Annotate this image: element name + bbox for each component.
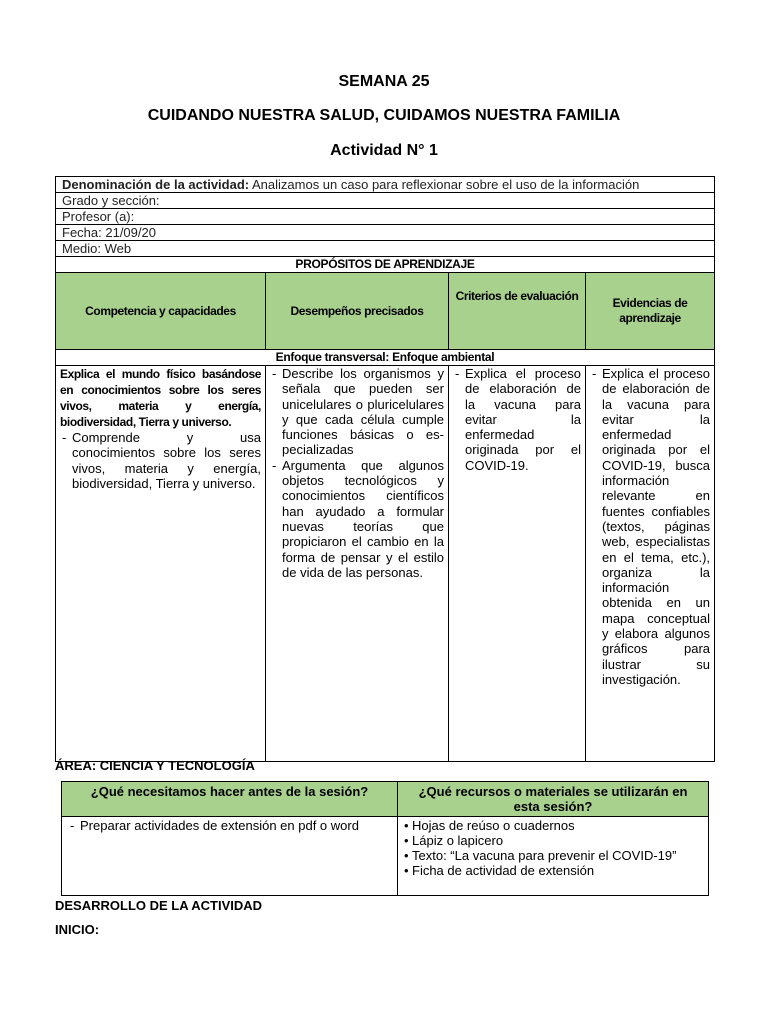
- medium-label: Medio: Web: [56, 241, 715, 257]
- denomination-label: Denominación de la actividad:: [62, 177, 250, 192]
- column-header-performances: Desempeños precisados: [266, 273, 449, 350]
- before-session-list: [68, 818, 391, 833]
- list-item: • Ficha de actividad de extensión: [404, 863, 702, 878]
- medium-row: [56, 241, 715, 257]
- purposes-heading-row: [56, 257, 715, 273]
- list-item: • Hojas de reúso o cuadernos: [404, 818, 702, 833]
- teacher-row: [56, 209, 715, 225]
- capacities-list: [60, 430, 261, 491]
- start-heading: INICIO:: [55, 922, 100, 937]
- materials-cell: [398, 817, 709, 896]
- list-item: - Argumenta que algunos objetos tecnológicos y conocimientos científicos han ayudado a formular nuevas teorías que propiciaron el cambio en la forma de pensar y el estilo de vida de las personas.: [270, 458, 444, 580]
- transversal-approach: Enfoque transversal: Enfoque ambiental: [56, 350, 715, 366]
- column-header-evidences: Evidencias de aprendizaje: [586, 273, 715, 350]
- grade-label: Grado y sección:: [56, 193, 715, 209]
- list-item: - Explica el proceso de elaboración de la vacuna para evitar la enfermedad originada por el COVID-19, busca información relevante en fuentes confiables (textos, páginas web, especialistas en el tema, etc.), organiza la información obtenida en un mapa conceptual y elabora algunos gráficos para ilustrar su investigación.: [590, 366, 710, 687]
- criteria-list: [453, 366, 581, 473]
- denomination-row: [56, 177, 715, 193]
- development-heading: DESARROLLO DE LA ACTIVIDAD: [55, 898, 263, 913]
- session-table: [61, 781, 709, 896]
- session-body-row: [62, 817, 709, 896]
- date-row: [56, 225, 715, 241]
- list-item: - Preparar actividades de extensión en pdf o word: [68, 818, 391, 833]
- transversal-row: [56, 350, 715, 366]
- list-item: - Explica el proceso de elaboración de la vacuna para evitar la enfermedad originada por el COVID-19.: [453, 366, 581, 473]
- date-label: Fecha: 21/09/20: [56, 225, 715, 241]
- activity-table: [55, 176, 715, 762]
- performances-list: [270, 366, 444, 580]
- denomination-value: Analizamos un caso para reflexionar sobre el uso de la información: [249, 177, 640, 192]
- competence-cell: [56, 366, 266, 762]
- list-item: • Texto: “La vacuna para prevenir el COVID-19”: [404, 848, 702, 863]
- area-heading: ÁREA: CIENCIA Y TECNOLOGÍA: [55, 758, 255, 773]
- session-subtitle: CUIDANDO NUESTRA SALUD, CUIDAMOS NUESTRA FAMILIA: [147, 107, 621, 124]
- purposes-column-headers: [56, 273, 715, 350]
- list-item: - Comprende y usa conocimientos sobre los seres vivos, materia y energía, biodiversidad, Tierra y universo.: [60, 430, 261, 491]
- competence-statement: Explica el mundo físico basándose en conocimientos sobre los seres vivos, materia y energía, biodiversidad, Tierra y universo.: [60, 367, 261, 429]
- evidences-list: [590, 366, 710, 687]
- materials-list: [404, 818, 702, 878]
- materials-header: ¿Qué recursos o materiales se utilizarán en esta sesión?: [398, 782, 709, 817]
- teacher-label: Profesor (a):: [56, 209, 715, 225]
- session-header-row: [62, 782, 709, 817]
- column-header-competence: Competencia y capacidades: [56, 273, 266, 350]
- before-session-header: ¿Qué necesitamos hacer antes de la sesión?: [62, 782, 398, 817]
- list-item: - Describe los organismos y señala que pueden ser unicelulares o pluricelulares y que cada célula cumple funciones básicas o es-pecializadas: [270, 366, 444, 458]
- evidences-cell: [586, 366, 715, 762]
- purposes-heading: PROPÓSITOS DE APRENDIZAJE: [56, 257, 715, 273]
- activity-title: Actividad N° 1: [330, 142, 438, 159]
- column-header-criteria: Criterios de evaluación: [449, 273, 586, 350]
- week-title: SEMANA 25: [338, 73, 430, 90]
- performances-cell: [266, 366, 449, 762]
- grade-row: [56, 193, 715, 209]
- list-item: • Lápiz o lapicero: [404, 833, 702, 848]
- criteria-cell: [449, 366, 586, 762]
- purposes-content-row: [56, 366, 715, 762]
- before-session-cell: [62, 817, 398, 896]
